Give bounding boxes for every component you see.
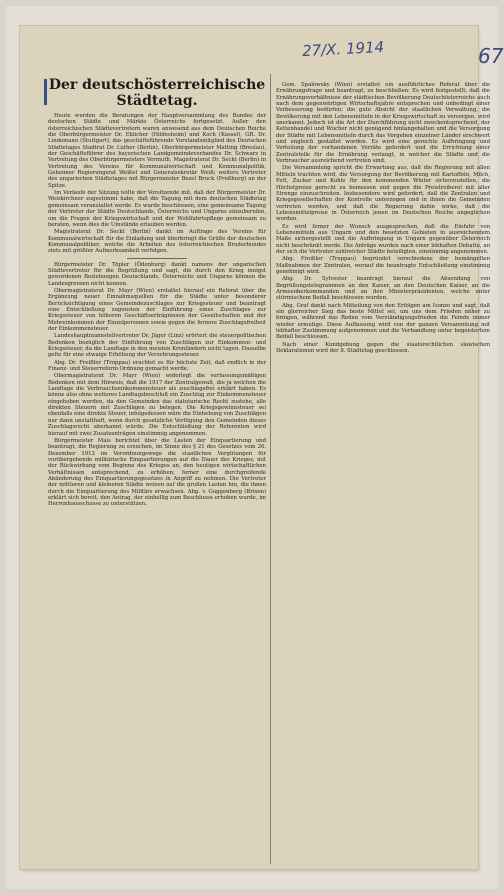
- article-paragraph: Obermagistratsrat Dr. Mayr (Wien) widerlegt die verfassungsmäßigen Bedenken mit dem Hinweis, daß die 1917 der Zentralgewalt, die ja welchen die Landtage die Verbrauchseinkommensteuer als zuschlagsfrei erklärt haben. Es könne also ohne weiteres Landtagsbeschluß ein Zuschlag zur Einkommensteuer eingehoben werden, da den Gemeinden das statutarische Recht zustehe, alle direkten Steuern mit Zuschlägen zu belegen. Die Kriegsgewinnsteuer sei ebenfalls eine direkte Steuer, infolgedessen wäre die Einhebung von Zuschlägen nur dann unstatthaft, wenn durch gesetzliche Verfügung den Gemeinden dieses Zuschlagsrecht aberkannt würde. Die Entschließung der Referenten wird hierauf mit zwei Zusatzanträgen einstimmig angenommen.: [48, 373, 266, 437]
- article-paragraph: Es wird ferner der Wunsch ausgesprochen, daß die Einfuhr von Lebensmitteln aus Ungarn und den besetzten Gebieten in ausreichendem Maße sichergestellt und die Aufbringung in Ungarn gegenüber Österreich nicht beschränkt werde. Die Anträge wurden nach einer lebhaften Debatte, an der sich die Vertreter zahlreicher Städte beteiligten, einstimmig angenommen.: [276, 223, 490, 255]
- article-paragraph: Abg. Graf dankt nach Mitteilung von den Erfolgen am Isonzo und sagt, daß ein glorreicher Sieg das beste Mittel sei, um uns dem Frieden näher zu bringen, während das Reden vom Verständigungsfrieden die Feinde immer wieder ermutige. Diese Auffassung wird von der ganzen Versammlung mit lebhafter Zustimmung aufgenommen und die Verhandlung unter begeistertem Beifall beschlossen.: [276, 302, 490, 341]
- handwritten-date: 27/X. 1914: [301, 37, 385, 61]
- article-paragraph: Im Verlaufe der Sitzung teilte der Vorsitzende mit, daß der Bürgermeister Dr. Weiskirchner zugestimmt habe, daß die Tagung mit dem deutschen Städtetag gemeinsam veranstaltet werde. Es wurde beschlossen, eine gemeinsame Tagung der Vertreter der Städte Deutschlands, Österreichs und Ungarns einzuberufen, um die Fragen der Kriegswirtschaft und der Wohlfahrtspflege gemeinsam zu beraten, wenn dies die Umstände erlauben werden.: [48, 190, 266, 228]
- page-number: 67: [478, 44, 504, 68]
- article-title: [48, 77, 266, 109]
- article-paragraph: Gem. Spalowsky (Wien) erstattet ein ausführliches Referat über die Ernährungsfrage und beantragt, zu beschließen: Es wird festgestellt, daß die Ernährungsverhältnisse der städtischen Bevölkerung Deutschösterreichs auch nach dem gegenwärtigen Wirtschaftsjahre entsprechen und unbedingt einer Verbesserung bedürfen; die gute Absicht der staatlichen Verwaltung, die Bevölkerung mit den Lebensmitteln in der Kriegswirtschaft zu versorgen, wird anerkannt. Jedoch ist die Art der Durchführung nicht zweckentsprechend, der Kettenhandel und Wucher nicht genügend hintangehalten und die Versorgung der Städte mit Lebensmitteln durch das Vorgehen einzelner Länder erschwert und ungleich gestaltet worden. Es wird eine gerechte Aufbringung und Verteilung der vorhandenen Vorräte gefordert und die Errichtung einer Zentralstelle für die Ernährung verlangt, in welcher die Städte und die Verbraucher ausreichend vertreten sind.: [276, 82, 490, 165]
- article-paragraph: Abg. Freißler (Troppau) begründet verschiedene der bemängelten Maßnahmen der Zentralen, worauf die beantragte Entschließung einstimmig genehmigt wird.: [276, 256, 490, 275]
- column-divider: [270, 74, 271, 864]
- margin-mark: [44, 79, 47, 105]
- article-lead: Heute wurden die Beratungen der Hauptversammlung des Bundes der deutschen Städte und Märkte Österreichs fortgesetzt. Außer den österreichischen Städtevertretern waren anwesend aus dem Deutschen Reiche die Oberbürgermeister Dr. Ehlicher (Hildesheim) und Koch (Kassel), GR. Dr. Lindemann (Stuttgart), das geschäftsführende Vorstandsmitglied des Deutschen Städtetages Stadtrat Dr. Luther (Berlin), Oberbürgermeister Matting (Breslau), der Geschäftsführer des bayerischen Landgemeindeverbandes Dr. Schwarz in Vertretung des Oberbürgermeisters Vermuth, Magistratsrat Dr. Seckt (Berlin) in Vertretung des Vereins für Kommunalwirtschaft und Kommunalpolitik, Geheimer Regierungsrat Weißel und Generalsekretär Weiß; weiters Vertreter des ungarischen Städtetages mit Bürgermeister Bezel Bruck (Preßburg) an der Spitze.: [48, 113, 266, 189]
- article-title-text: Der deutschösterreichische Städtetag.: [48, 77, 266, 109]
- section-divider: [127, 258, 187, 259]
- article-paragraph: Die Versammlung spricht die Erwartung aus, daß die Regierung mit allen Mitteln trachten wird, die Versorgung der Bevölkerung mit Kartoffeln, Milch, Fett, Zucker und Kohle für den kommenden Winter sicherzustellen, die Höchstpreise gerecht zu bemessen und gegen die Preistreiberei mit aller Strenge einzuschreiten. Insbesondere wird gefordert, daß die Zentralen und Kriegsgesellschaften der Kontrolle unterzogen und in ihnen die Gemeinden vertreten werden, und daß die Regierung dahin wirke, daß die Lebensmittelpreise in Österreich jenen im Deutschen Reiche angeglichen werden.: [276, 165, 490, 223]
- article-paragraph: Bürgermeister Dr. Töpler (Ödenburg) dankt namens der ungarischen Städtevertreter für die Begrüßung und sagt, die durch den Krieg innigst gewordenen Beziehungen Deutschlands, Österreichs und Ungarns können die Landesgrenzen nicht kennen.: [48, 261, 266, 287]
- article-paragraph: Bürgermeister Mais berichtet über die Lasten der Einquartierung und beantragt, die Regierung zu ersuchen, im Sinne des § 21 des Gesetzes vom 26. Dezember 1912 im Verordnungswege die staatlichen Vergütungen für vorübergehende militärische Einquartierungen auf die Dauer des Krieges, mit der Rückwirkung vom Beginne des Krieges an, den heutigen wirtschaftlichen Verhältnissen entsprechend, zu erhöhen; ferner eine durchgreifende Abänderung des Einquartierungsgesetzes in Angriff zu nehmen. Die Vertreter der mittleren und kleineren Städte weisen auf die großen Lasten hin, die ihnen durch die Einquartierung des Militärs erwachsen. Abg. v. Guggenberg (Brixen) erklärt sich bereit, den Antrag, der einhellig zum Beschlusse erhoben wurde, im Herrenhausschusse zu unterstützen.: [48, 437, 266, 508]
- right-column: [276, 81, 490, 354]
- article-paragraph: Abg. Dr. Freißler (Troppau) erachtet es für höchste Zeit, daß endlich in der Finanz- und Steuerreform Ordnung gemacht werde.: [48, 359, 266, 373]
- article-paragraph: Nach einer Kundgebung gegen die staatsrechtlichen slawischen Deklarationen wird der 8. Städtetag geschlossen.: [276, 341, 490, 355]
- newspaper-clipping: [20, 26, 504, 869]
- article-paragraph: Obermagistratsrat Dr. Mayr (Wien) erstattet hierauf ein Referat über die Ergänzung neuer Einnahmsquellen für die Städte unter besonderer Berücksichtigung eines Gemeindezuschlages zur Kriegssteuer und beantragt eine Entschließung zugunsten der Einführung eines Zuschlages zur Kriegssteuer von höheren Geschäftserträgnissen der Gesellschaften und der Mehreinkommen der Einzelpersonen sowie gegen die fernere Zuschlagsfreiheit der Einkommensteuer.: [48, 287, 266, 332]
- article-paragraph: Magistratsrat Dr. Seckt (Berlin) dankt im Auftrage des Vereins für Kommunalwirtschaft für die Einladung und überbringt die Grüße der deutschen Kommunalpolitiker, welche die Arbeiten des österreichischen Bruderbundes stets mit größter Aufmerksamkeit verfolgen.: [48, 229, 266, 255]
- article-paragraph: Abg. Dr. Sylvester beantragt hierauf die Absendung von Begrüßungstelegrammen an den Kaiser, an den Deutschen Kaiser, an die Armeeoberkommanden und an den Ministerpräsidenten, welche unter stürmischem Beifall beschlossen wurden.: [276, 276, 490, 302]
- article-paragraph: Landeshauptmannstellvertreter Dr. Jäger (Linz) erörtert die steuerpolitischen Bedenken bezüglich der Einführung von Zuschlägen zur Einkommen- und Kriegssteuer, da die Landtage in den meisten Kronländern nicht tagen. Dasselbe gelte für eine etwaige Erhöhung der Verzehrungssteuer.: [48, 333, 266, 359]
- left-column: [48, 53, 266, 508]
- archive-card: [6, 6, 504, 889]
